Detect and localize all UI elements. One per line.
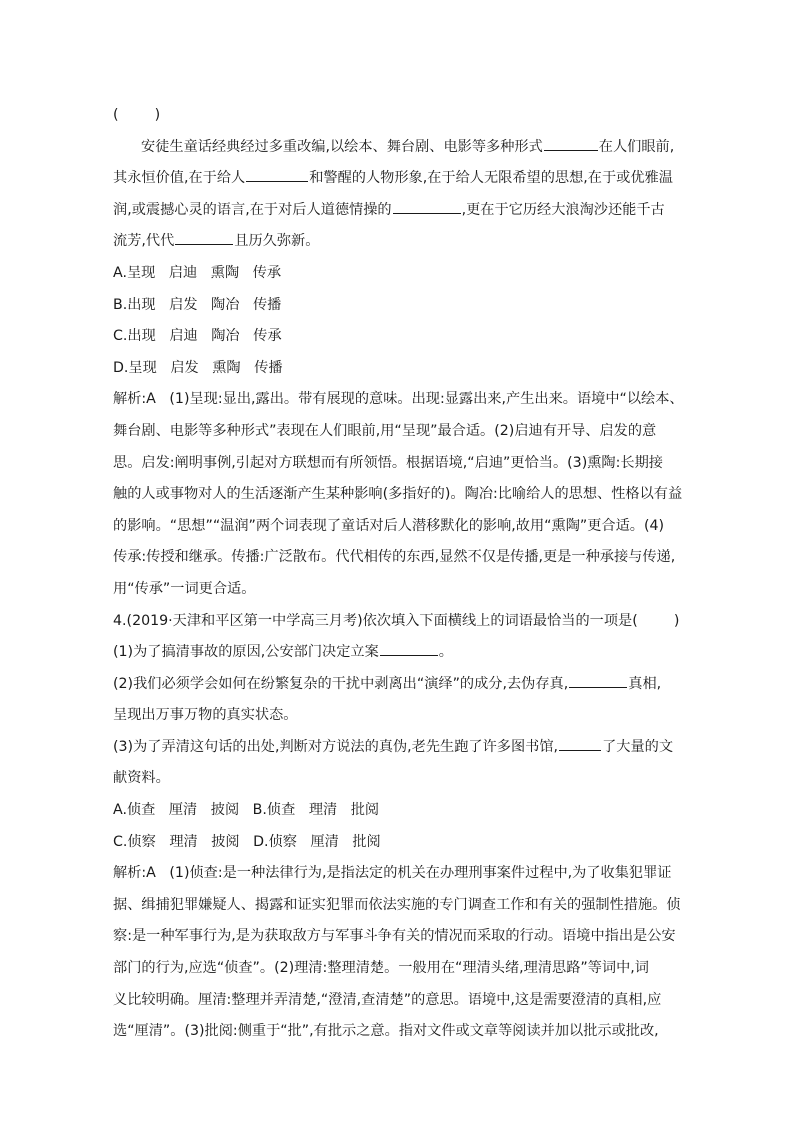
q3-passage-line-3 [113,195,685,227]
fill-blank-3 [393,199,461,214]
page-content [113,100,685,1048]
text-segment: 安徒生童话经典经过多重改编,以绘本、舞台剧、电影等多种形式 [141,138,543,155]
fill-blank-5 [380,641,438,656]
q3-analysis-line: 的影响。“思想”“温润”两个词表现了童话对后人潜移默化的影响,故用“熏陶”更合适。(4) [113,517,665,534]
q4-sentence-1 [113,637,685,669]
q4-analysis-line: 选“厘清”。(3)批阅:侧重于“批”,有批示之意。指对文件或文章等阅读并加以批示或批改, [113,1023,659,1040]
fill-blank-2 [246,167,308,182]
text-segment: 了大量的文 [602,738,674,755]
q4-options-cd: C.侦察 理清 披阅 D.侦察 厘清 批阅 [113,833,381,850]
q4-sentence-3 [113,732,685,764]
text-segment: (3)为了弄清这句话的出处,判断对方说法的真伪,老先生跑了许多图书馆, [113,738,559,755]
text-segment: 在人们眼前, [598,138,675,155]
q3-analysis-line: 思。启发:阐明事例,引起对方联想而有所领悟。根据语境,“启迪”更恰当。(3)熏陶:长期接 [113,454,663,471]
q3-analysis-line: 解析:A (1)呈现:显出,露出。带有展现的意味。出现:显露出来,产生出来。语境中“以绘本、 [113,391,684,408]
q4-analysis-line: 察:是一种军事行为,是为获取敌方与军事斗争有关的情况而采取的行动。语境中指出是公安 [113,928,676,945]
q3-option-a: A.呈现 启迪 熏陶 传承 [113,264,282,281]
q4-analysis-line: 义比较明确。厘清:整理并弄清楚,“澄清,查清楚”的意思。语境中,这是需要澄清的真相,应 [113,991,662,1008]
q3-option-c: C.出现 启迪 陶冶 传承 [113,328,282,345]
fill-blank-7 [559,736,601,751]
text-segment: 。 [438,644,453,661]
q3-option-d: D.呈现 启发 熏陶 传播 [113,359,283,376]
fill-blank-1 [544,136,598,151]
text-segment: 和警醒的人物形象,在于给人无限希望的思想,在于或优雅温 [309,170,673,187]
text-segment: 其永恒价值,在于给人 [113,170,246,187]
q3-analysis-line: 触的人或事物对人的生活逐渐产生某种影响(多指好的)。陶冶:比喻给人的思想、性格以有益 [113,486,683,503]
text-segment: 真相, [628,675,662,692]
text-segment: (2)我们必须学会如何在纷繁复杂的干扰中剥离出“演绎”的成分,去伪存真, [113,675,569,692]
q4-options-ab: A.侦查 厘清 披阅 B.侦查 理清 批阅 [113,802,380,819]
q4-sentence-2-cont: 呈现出万事万物的真实状态。 [113,707,298,724]
text-segment: 润,或震撼心灵的语言,在于对后人道德情操的 [113,201,392,218]
q4-analysis-line: 部门的行为,应选“侦查”。(2)理清:整理清楚。一般用在“理清头绪,理清思路”等词中,词 [113,960,649,977]
q3-answer-paren: ( ) [113,107,161,123]
q4-sentence-2 [113,669,685,701]
q3-analysis-line: 传承:传授和继承。传播:广泛散布。代代相传的东西,显然不仅是传播,更是一种承接与传递, [113,549,676,566]
q3-analysis-line: 舞台剧、电影等多种形式”表现在人们眼前,用“呈现”最合适。(2)启迪有开导、启发的意 [113,422,657,439]
q4-sentence-3-cont: 献资料。 [113,770,170,787]
q3-analysis-line: 用“传承”一词更合适。 [113,580,256,597]
text-segment: ,更在于它历经大浪淘沙还能千古 [461,201,665,218]
q4-analysis-line: 解析:A (1)侦查:是一种法律行为,是指法定的机关在办理刑事案件过程中,为了收集犯罪证 [113,865,672,882]
text-segment: (1)为了搞清事故的原因,公安部门决定立案 [113,644,379,661]
q4-analysis-line: 据、缉捕犯罪嫌疑人、揭露和证实犯罪而依法实施的专门调查工作和有关的强制性措施。侦 [113,896,681,913]
fill-blank-4 [175,230,233,245]
q3-passage-line-4 [113,226,685,258]
q3-option-b: B.出现 启发 陶冶 传播 [113,296,282,313]
q3-passage-line-2 [113,163,685,195]
q3-passage-line-1 [113,132,685,164]
text-segment: 流芳,代代 [113,233,175,250]
text-segment: 且历久弥新。 [234,233,320,250]
fill-blank-6 [569,673,627,688]
q4-stem: 4.(2019·天津和平区第一中学高三月考)依次填入下面横线上的词语最恰当的一项是( ) [113,612,680,629]
